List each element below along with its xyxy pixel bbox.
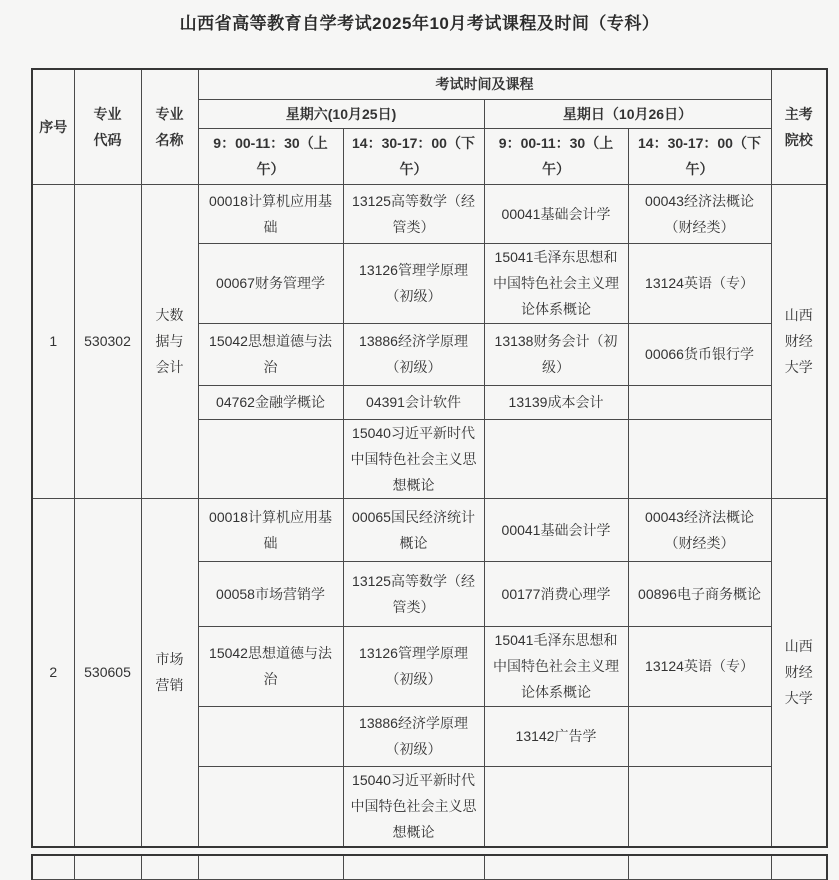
header-sunday: 星期日（10月26日） <box>484 99 771 128</box>
course-cell-sun-am: 00177消费心理学 <box>484 561 628 626</box>
page-title: 山西省高等教育自学考试2025年10月考试课程及时间（专科） <box>179 14 660 33</box>
exam-schedule-table-partial <box>31 854 828 880</box>
course-cell-sat-am <box>198 766 343 847</box>
major-code-cell <box>74 855 141 879</box>
serial-cell: 1 <box>32 184 74 498</box>
major-code-cell: 530302 <box>74 184 141 498</box>
course-cell-sun-pm: 00043经济法概论（财经类） <box>628 184 771 243</box>
table-row <box>32 498 827 561</box>
course-cell-sat-am <box>198 419 343 498</box>
course-cell-sat-am: 00067财务管理学 <box>198 243 343 323</box>
course-cell-sat-am: 00018计算机应用基础 <box>198 184 343 243</box>
course-cell-sun-pm <box>628 419 771 498</box>
course-cell-sun-am: 13138财务会计（初级） <box>484 323 628 385</box>
institution-cell: 山西财经大学 <box>771 498 827 847</box>
table-row-partial <box>32 855 827 879</box>
course-cell-sat-pm: 00065国民经济统计概论 <box>343 498 484 561</box>
course-cell-sat-am <box>198 855 343 879</box>
course-cell-sat-pm: 13126管理学原理（初级） <box>343 626 484 706</box>
course-cell-sun-am: 13142广告学 <box>484 706 628 766</box>
exam-schedule-table <box>31 68 828 848</box>
course-cell-sun-pm <box>628 706 771 766</box>
course-cell-sun-am: 00041基础会计学 <box>484 498 628 561</box>
course-cell-sat-pm: 04391会计软件 <box>343 385 484 419</box>
header-sat-am: 9：00-11：30（上午） <box>198 128 343 184</box>
institution-cell: 山西财经大学 <box>771 184 827 498</box>
course-cell-sat-pm <box>343 855 484 879</box>
course-cell-sun-am <box>484 419 628 498</box>
course-cell-sat-am: 00058市场营销学 <box>198 561 343 626</box>
table-row <box>32 184 827 243</box>
header-serial: 序号 <box>32 69 74 184</box>
course-cell-sat-pm: 13886经济学原理（初级） <box>343 706 484 766</box>
header-row-1 <box>32 69 827 99</box>
major-name-cell: 大数据与会计 <box>141 184 198 498</box>
course-cell-sat-am: 15042思想道德与法治 <box>198 323 343 385</box>
major-code-cell: 530605 <box>74 498 141 847</box>
course-cell-sat-am <box>198 706 343 766</box>
course-cell-sat-pm: 13126管理学原理（初级） <box>343 243 484 323</box>
course-cell-sun-pm <box>628 766 771 847</box>
course-cell-sun-am <box>484 855 628 879</box>
major-name-cell <box>141 855 198 879</box>
major-name-cell: 市场营销 <box>141 498 198 847</box>
header-major-name: 专业名称 <box>141 69 198 184</box>
course-cell-sun-pm: 00896电子商务概论 <box>628 561 771 626</box>
course-cell-sat-pm: 15040习近平新时代中国特色社会主义思想概论 <box>343 419 484 498</box>
course-cell-sat-pm: 13125高等数学（经管类） <box>343 561 484 626</box>
header-exam-time-group: 考试时间及课程 <box>198 69 771 99</box>
course-cell-sun-pm: 00066货币银行学 <box>628 323 771 385</box>
header-saturday: 星期六(10月25日) <box>198 99 484 128</box>
course-cell-sat-pm: 15040习近平新时代中国特色社会主义思想概论 <box>343 766 484 847</box>
header-sun-am: 9：00-11：30（上午） <box>484 128 628 184</box>
serial-cell <box>32 855 74 879</box>
course-cell-sun-pm: 13124英语（专） <box>628 243 771 323</box>
header-major-code: 专业代码 <box>74 69 141 184</box>
course-cell-sat-am: 04762金融学概论 <box>198 385 343 419</box>
course-cell-sun-am: 13139成本会计 <box>484 385 628 419</box>
course-cell-sun-am <box>484 766 628 847</box>
course-cell-sun-pm: 00043经济法概论（财经类） <box>628 498 771 561</box>
course-cell-sat-am: 00018计算机应用基础 <box>198 498 343 561</box>
header-institution: 主考院校 <box>771 69 827 184</box>
header-sat-pm: 14：30-17：00（下午） <box>343 128 484 184</box>
course-cell-sat-pm: 13886经济学原理（初级） <box>343 323 484 385</box>
course-cell-sun-am: 15041毛泽东思想和中国特色社会主义理论体系概论 <box>484 626 628 706</box>
header-sun-pm: 14：30-17：00（下午） <box>628 128 771 184</box>
course-cell-sun-pm <box>628 855 771 879</box>
course-cell-sun-am: 15041毛泽东思想和中国特色社会主义理论体系概论 <box>484 243 628 323</box>
course-cell-sat-am: 15042思想道德与法治 <box>198 626 343 706</box>
course-cell-sun-pm: 13124英语（专） <box>628 626 771 706</box>
course-cell-sun-am: 00041基础会计学 <box>484 184 628 243</box>
institution-cell <box>771 855 827 879</box>
course-cell-sat-pm: 13125高等数学（经管类） <box>343 184 484 243</box>
course-cell-sun-pm <box>628 385 771 419</box>
serial-cell: 2 <box>32 498 74 847</box>
